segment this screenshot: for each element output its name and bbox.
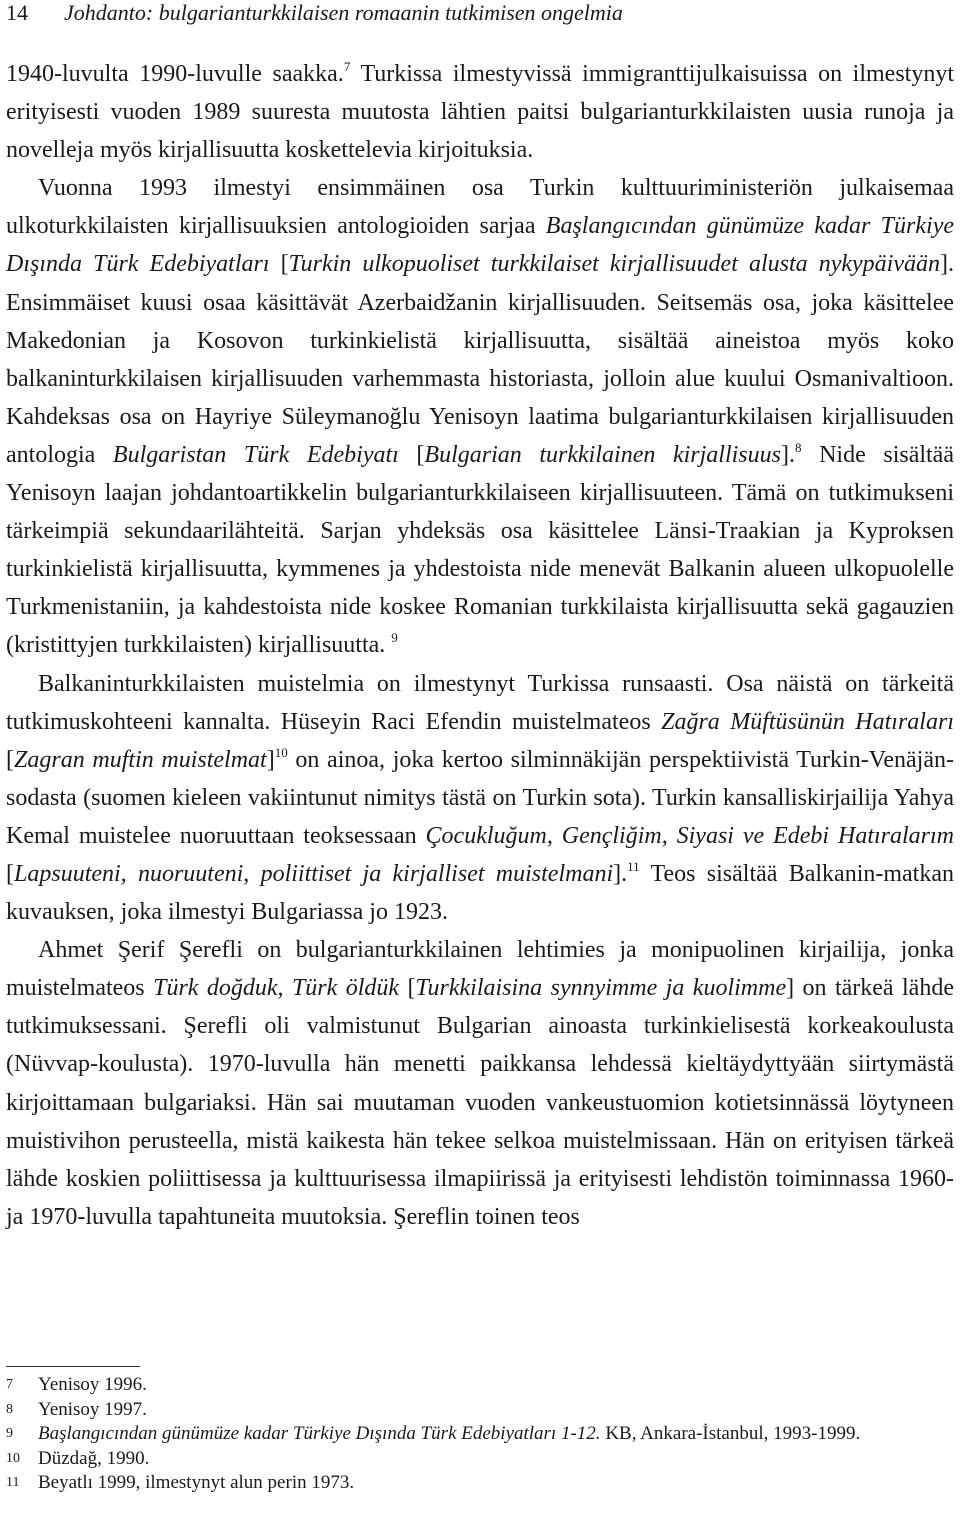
work-title-translation: Lapsuuteni, nuoruuteni, poliittiset ja kirjalliset muistelmani [14,860,614,887]
footnote-number: 10 [6,1450,20,1466]
footnote-text: Düzdağ, 1990. [38,1447,150,1469]
text-run: 1940-luvulta 1990-luvulle saakka. [6,61,344,87]
text-run: [ [269,251,289,278]
text-run: Balkaninturkkilaisten muistelmia on ilmestynyt Turkissa runsaasti. Osa näistä on tärkeitä tutkimuskohteeni kannalta. Hüseyin Raci Efendin muistelmateos [6,670,954,735]
text-run: [ [399,975,416,1002]
text-run: Teos sisältää Balkanin-matkan kuvauksen, joka ilmestyi Bulgariassa jo 1923. [6,860,954,926]
paragraph-2 [6,169,954,664]
text-run: on ainoa, joka kertoo silminnäkijän perspektiivistä Turkin-Venäjän-sodasta (suomen kieleen vakiintunut nimitys tästä on Turkin sota). Turkin kansalliskirjailija Yahya Kemal muistelee nuoruuttaan teoksessaan [6,746,954,849]
footnote-ref-8[interactable]: 8 [794,439,802,455]
footnote-ref-10[interactable]: 10 [274,744,288,760]
footnote-11 [6,1472,956,1497]
footnote-text: Yenisoy 1996. [38,1374,147,1395]
text-run: Vuonna 1993 ilmestyi ensimmäinen osa Turkin kulttuuriministeriön julkaisemaa ulkoturkkilaisten kirjallisuuksien antologioiden sarjaa [6,175,954,240]
text-run: Nide sisältää Yenisoyn laajan johdantoartikkelin bulgarianturkkilaiseen kirjallisuuteen. Tämä on tutkimukseni tärkeimpiä sekundaarilähteitä. Sarjan yhdeksäs osa käsittelee Länsi-Traakian ja Kyproksen turkinkielistä kirjallisuutta, kymmenes ja yhdestoista nide menevät Balkanin alueen ulkopuolelle Turkmenistaniin, ja kahdestoista nide koskee Romanian turkkilaista kirjallisuutta sekä gagauzien (kristittyjen turkkilaisten) kirjallisuutta. [6,441,954,659]
text-run: ]. [780,441,795,468]
footnote-number: 11 [6,1475,20,1491]
footnotes [6,1374,956,1497]
footnote-text-wrap [38,1423,956,1446]
text-run: [ [6,746,14,773]
running-header [6,0,623,30]
text-run: Turkissa ilmestyvissä immigranttijulkaisuissa on ilmestynyt erityisesti vuoden 1989 suuresta muutosta lähtien paitsi bulgarianturkkilaisten uusia runoja ja novelleja myös kirjallisuutta koskettelevia kirjoituksia. [6,61,955,164]
text-run: ]. [613,860,628,887]
text-run: [ [398,441,425,468]
footnote-8 [6,1399,956,1424]
paragraph-3 [6,665,954,932]
work-title: Çocukluğum, Gençliğim, Siyasi ve Edebi Hatıralarım [425,822,955,849]
work-title-translation: Turkin ulkopuoliset turkkilaiset kirjallisuudet alusta nykypäivään [288,251,940,278]
footnote-ref-11[interactable]: 11 [627,858,640,874]
work-title: Türk doğduk, Türk öldük [153,975,400,1002]
footnote-text: Yenisoy 1997. [38,1398,147,1420]
text-run: ] [266,746,275,773]
footnote-ref-7[interactable]: 7 [343,59,351,74]
footnote-ref-9[interactable]: 9 [391,630,398,646]
text-run: ] on tärkeä lähde tutkimuksessani. Şerefli oli valmistunut Bulgarian ainoasta turkinkielisestä korkeakoulusta (Nüvvap-koulusta). 1970-luvulla hän menetti paikkansa lehdessä kieltäydyttyään siirtymästä kirjoittamaan bulgariaksi. Hän sai muutaman vuoden vankeustuomion kotietsinnässä löytyneen muistivihon perusteella, mistä kaikesta hän tekee selkoa muistelmissaan. Hän on erityisen tärkeä lähde koskien poliittisessa ja kulttuurisessa ilmapiirissä ja erityisesti lehdistön toiminnassa 1960- ja 1970-luvulla tapahtuneita muutoksia. Şereflin toinen teos [6,975,954,1230]
work-title-translation: Bulgarian turkkilainen kirjallisuus [424,441,781,468]
footnote-text: Beyatlı 1999, ilmestynyt alun perin 1973. [38,1472,355,1494]
footnote-7 [6,1374,956,1399]
work-title: Başlangıcından günümüze kadar Türkiye Dışında Türk Edebiyatları [6,213,954,278]
text-run: Ahmet Şerif Şerefli on bulgarianturkkilainen lehtimies ja monipuolinen kirjailija, jonka muistelmateos [6,937,954,1002]
work-title: Bulgaristan Türk Edebiyatı [112,441,399,468]
footnote-separator [6,1366,140,1367]
work-title-translation: Turkkilaisina synnyimme ja kuolimme [415,975,787,1002]
page-number: 14 [6,0,28,25]
footnote-10 [6,1448,956,1473]
running-title: Johdanto: bulgarianturkkilaisen romaanin tutkimisen ongelmia [64,0,623,25]
paragraph-1 [6,55,954,169]
footnote-work-title: Başlangıcından günümüze kadar Türkiye Dışında Türk Edebiyatları 1-12. [38,1423,601,1445]
work-title-translation: Zagran muftin muistelmat [14,746,267,773]
footnote-text: KB, Ankara-İstanbul, 1993-1999. [600,1423,861,1445]
text-run: [ [6,860,14,887]
footnote-number: 7 [6,1377,13,1392]
text-run: ]. Ensimmäiset kuusi osaa käsittävät Azerbaidžanin kirjallisuuden. Seitsemäs osa, joka käsittelee Makedonian ja Kosovon turkinkielistä kirjallisuutta, sisältää aineistoa myös koko balkaninturkkilaisen kirjallisuuden varhemmasta historiasta, jolloin alue kuului Osmanivaltioon. Kahdeksas osa on Hayriye Süleymanoğlu Yenisoyn laatima bulgarianturkkilaisen kirjallisuuden antologia [6,251,954,468]
footnote-number: 8 [6,1401,13,1417]
footnote-number: 9 [6,1426,13,1442]
body-text [6,55,954,1236]
paragraph-4 [6,931,954,1236]
footnote-9 [6,1423,956,1448]
work-title: Zağra Müftüsünün Hatıraları [661,708,954,735]
